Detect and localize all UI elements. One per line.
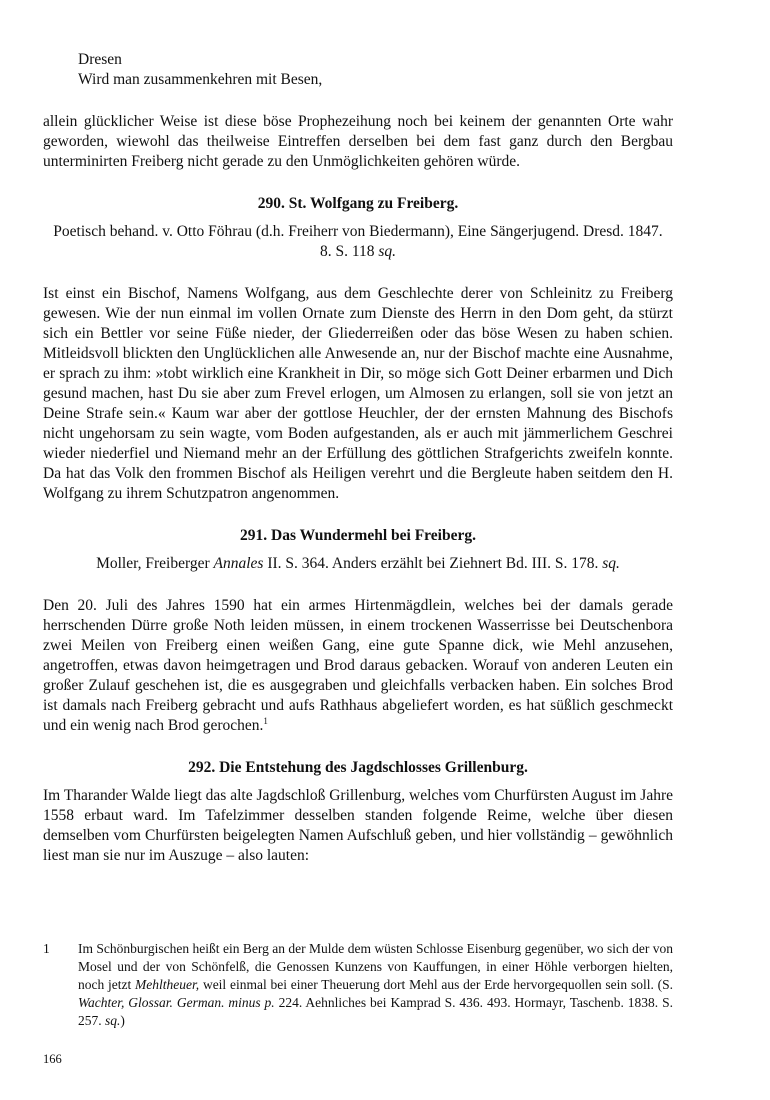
section-text-292: Im Tharander Walde liegt das alte Jagdschloß Grillenburg, welches vom Churfürsten August im Jahre 1558 erbaut ward. Im Tafelzimmer desselben standen folgende Reime, welche über diesen demselben vom Churfürsten beigelegten Namen Aufschluß geben, und hier vollständig – gewöhnlich liest man sie nur im Auszuge – also lauten: bbox=[43, 787, 673, 864]
verse-line: Dresen bbox=[78, 51, 122, 68]
section-text-291: Den 20. Juli des Jahres 1590 hat ein armes Hirtenmägdlein, welches bei der damals gerade herrschenden Dürre große Noth leiden müssen, in einem trockenen Wasserrisse bei Deutschenbora zwei Meilen von Freiberg einen weißen Gang, eine gute Spanne dick, wie Mehl anzusehen, angetroffen, etwas davon heimgetragen und Brod daraus gebacken. Worauf von anderen Leuten ein großer Zulauf geschehen ist, die es ausgegraben und gleichfalls verbacken haben. Ein solches Brod ist damals nach Freiberg gebracht und aufs Rathhaus abgeliefert worden, es hat süßlich geschmeckt und ein wenig nach Brod gerochen.$^1$ bbox=[43, 597, 673, 734]
footnote-number: 1 bbox=[43, 941, 50, 956]
section-source-291: Moller, Freiberger Annales II. S. 364. Anders erzählt bei Ziehnert Bd. III. S. 178. sq. bbox=[96, 555, 620, 572]
section-source-290: Poetisch behand. v. Otto Föhrau (d.h. Freiherr von Biedermann), Eine Sängerjugend. Dresd. 1847. 8. S. 118 sq. bbox=[53, 223, 663, 260]
footnote-ref[interactable]: 1 bbox=[263, 715, 268, 726]
page-number: 166 bbox=[43, 1052, 62, 1066]
footnote-text: Im Schönburgischen heißt ein Berg an der Mulde dem wüsten Schlosse Eisenburg gegenüber, wo sich der von Mosel und der von Schönfelß, die Genossen Kunzens von Kauffungen, in einer Höhle verborgen hielten, noch jetzt Mehltheuer, weil einmal bei einer Theuerung dort Mehl aus der Erde hervorgequollen sein soll. (S. Wachter, Glossar. German. minus p. 224. Aehnliches bei Kamprad S. 436. 493. Hormayr, Taschenb. 1838. S. 257. sq.) bbox=[78, 941, 673, 1028]
section-title-292: 292. Die Entstehung des Jagdschlosses Grillenburg. bbox=[188, 759, 528, 776]
section-title-291: 291. Das Wundermehl bei Freiberg. bbox=[240, 527, 476, 544]
verse-block bbox=[78, 50, 673, 90]
footnote bbox=[43, 940, 673, 1030]
verse-line: Wird man zusammenkehren mit Besen, bbox=[78, 71, 323, 88]
section-title-290: 290. St. Wolfgang zu Freiberg. bbox=[257, 195, 459, 212]
intro-paragraph: allein glücklicher Weise ist diese böse Prophezeihung noch bei keinem der genannten Orte wahr geworden, wiewohl das theilweise Eintreffen derselben bei dem fast ganz durch den Bergbau unterminirten Freiberg nicht gerade zu den Unmöglichkeiten gehören würde. bbox=[43, 113, 673, 170]
page-content bbox=[43, 50, 673, 866]
footnotes bbox=[43, 940, 673, 1030]
section-text-290: Ist einst ein Bischof, Namens Wolfgang, aus dem Geschlechte derer von Schleinitz zu Freiberg gewesen. Wie der nun einmal im vollen Ornate zum Dienste des Herrn in den Dom geht, da stürzt sich ein Bettler vor seine Füße nieder, der Gliederreißen oder das böse Wesen zu haben schien. Mitleidsvoll blickten den Unglücklichen alle Anwesende an, nur der Bischof machte eine Ausnahme, er sprach zu ihm: »tobt wirklich eine Krankheit in Dir, so möge sich Gott Deiner erbarmen und Dich gesund machen, hast Du sie aber zum Frevel erlogen, um Almosen zu erlangen, soll sie von jetzt an Deine Strafe sein.« Kaum war aber der gottlose Heuchler, der der ernsten Mahnung des Bischofs nicht ungehorsam zu sein wagte, vom Boden aufgestanden, als er auch mit jämmerlichem Geschrei wieder niederfiel und Niemand mehr an der Erfüllung des göttlichen Strafgerichts zweifeln konnte. Da hat das Volk den frommen Bischof als Heiligen verehrt und die Bergleute haben seitdem den H. Wolfgang zu ihrem Schutzpatron angenommen. bbox=[43, 285, 673, 502]
